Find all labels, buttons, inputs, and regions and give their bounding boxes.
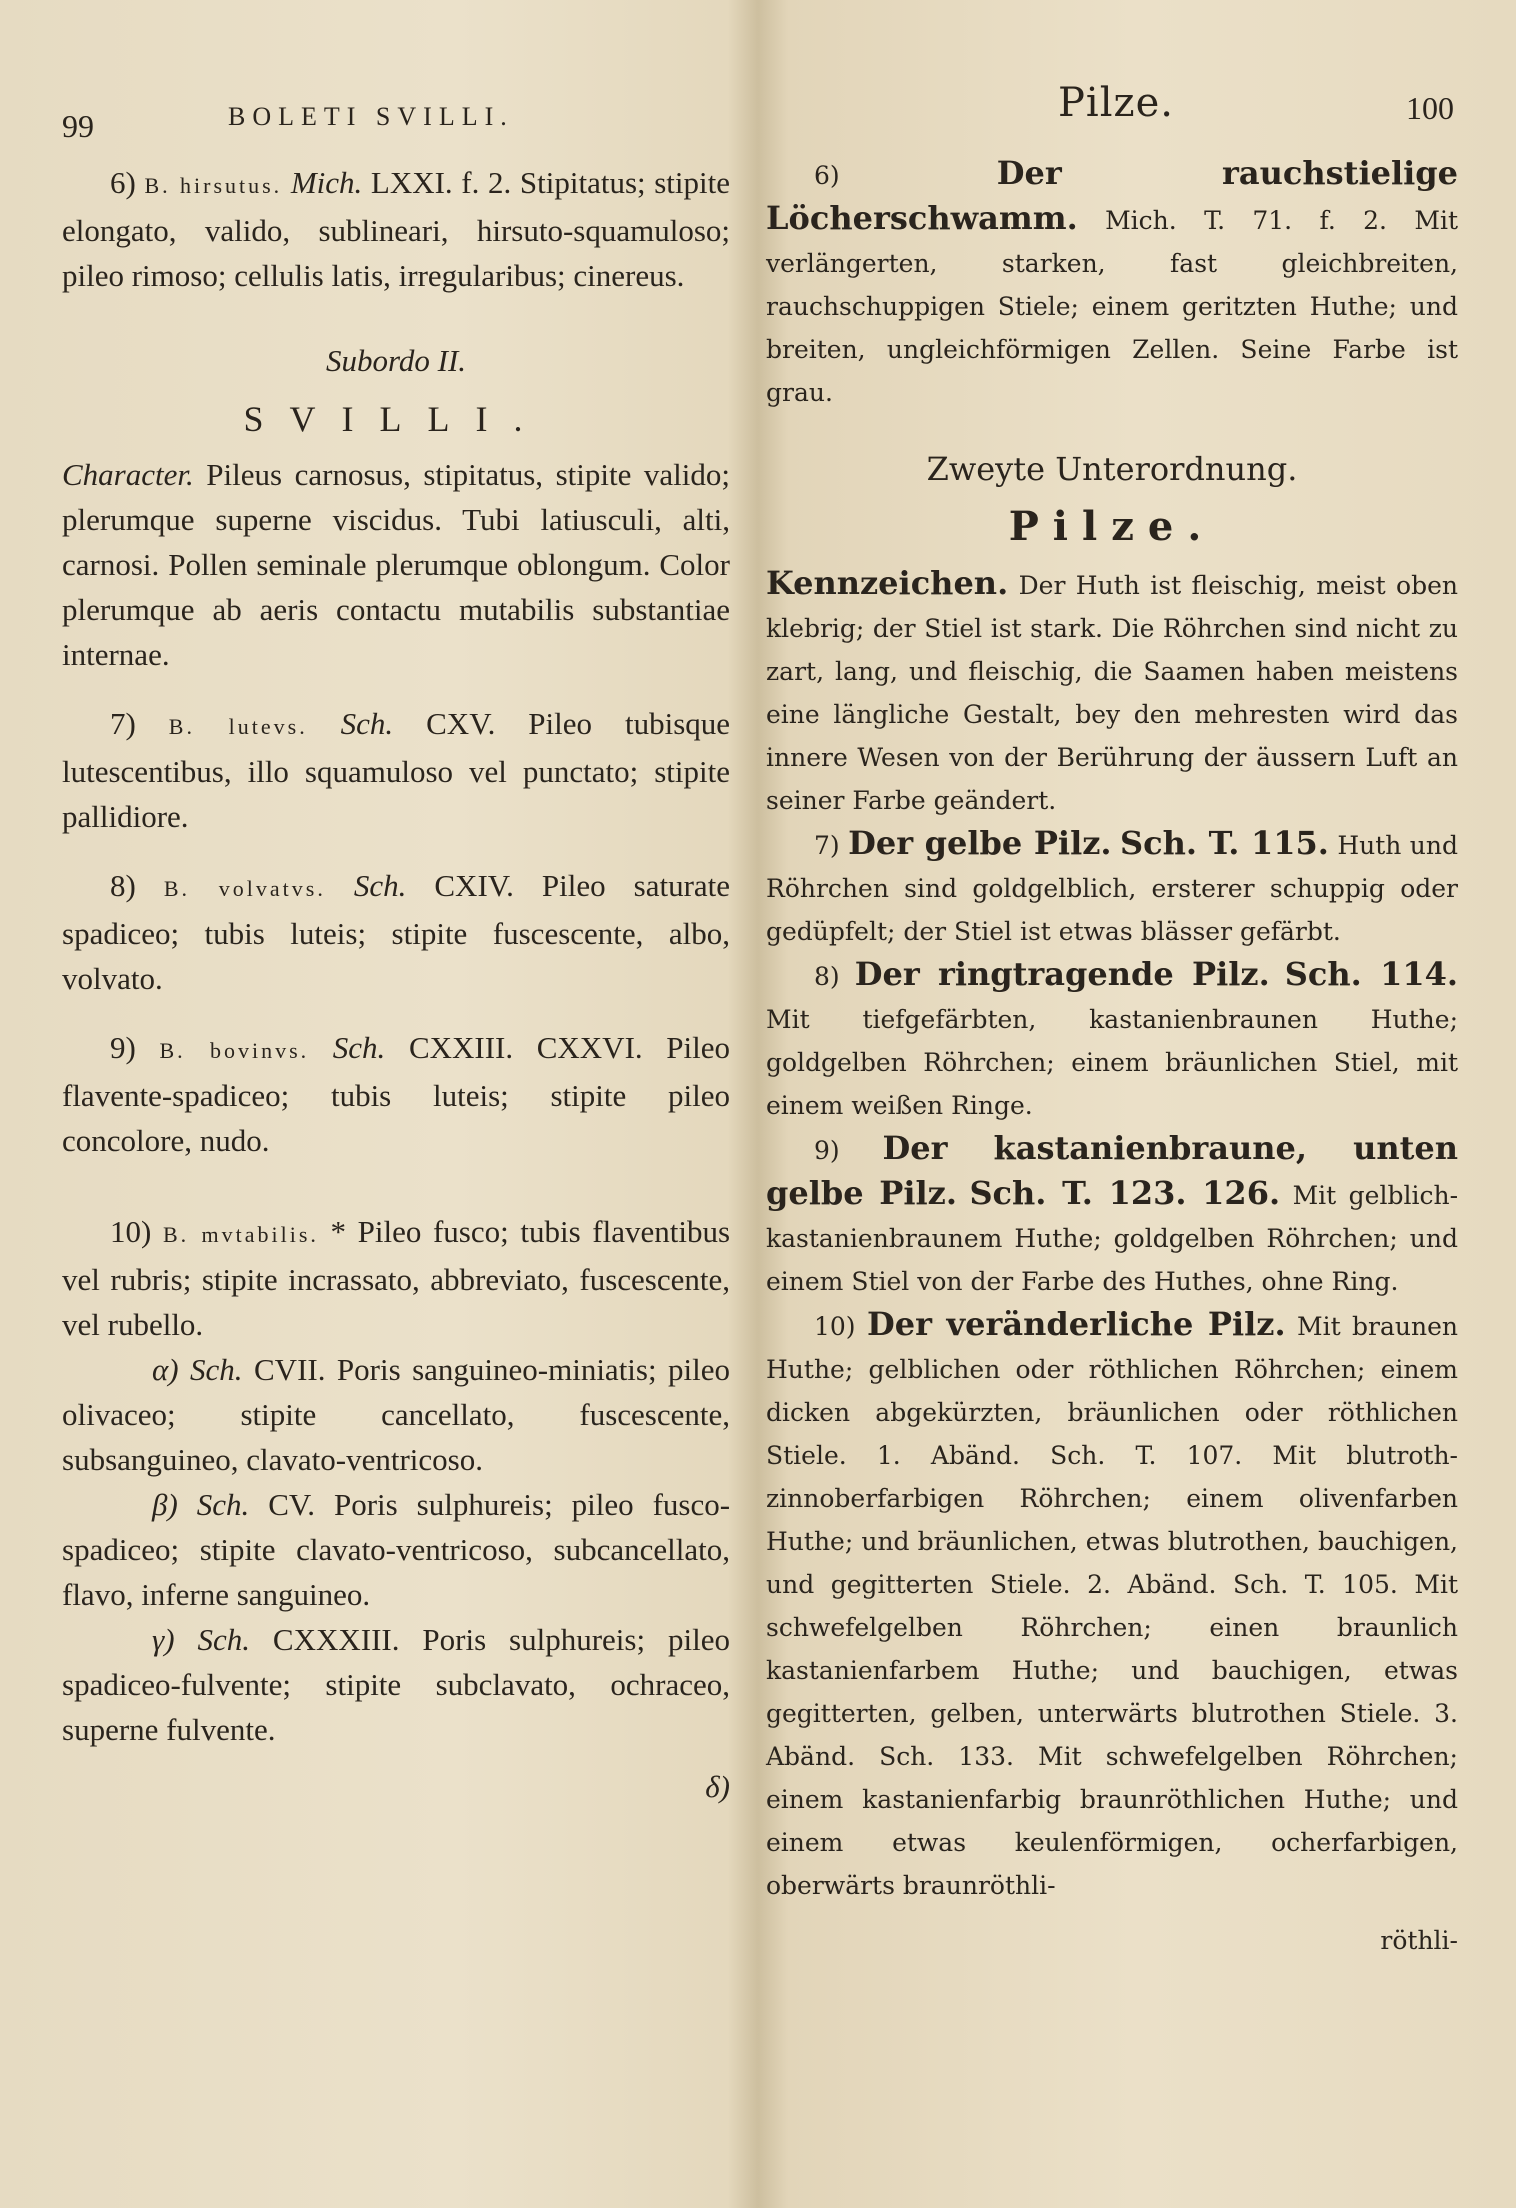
entry-number: 8) [110,868,136,903]
entry-description: Mit braunen Huthe; gelblichen oder röthlichen Röhrchen; einem dicken abgekürzten, bräunlichen oder röthlichen Stiele. 1. Abänd. Sch. T. 107. Mit blutroth-zinnoberfarbigen Röhrchen; einem olivenfarben Huthe; und bräunlichen, etwas blutrothen, bauchigen, und gegitterten Stiele. 2. Abänd. Sch. T. 105. Mit schwefelgelben Röhrchen; einen braunlich kastanienfarbem Huthe; und bauchigen, etwas gegitterten, gelben, unterwärts blutrothen Stiele. 3. Abänd. Sch. 133. Mit schwefelgelben Röhrchen; einem kastanienfarbig braunröthlichen Huthe; und einem etwas keulenförmigen, ocherfarbigen, oberwärts braunröthli- [766,1312,1459,1900]
entry-number: 10) [110,1214,152,1249]
right-running-title: Pilze. [1058,80,1174,126]
reference-plate: CXV. [426,706,496,741]
variety-label: α) [152,1352,179,1387]
left-running-head [0,88,748,148]
reference-author: Sch. [196,1487,250,1522]
entry-number: 7) [110,706,136,741]
entry-description: Stipitatus; stipite elongato, valido, sublineari, hirsuto-squamuloso; pileo rimoso; cellulis latis, irregularibus; cinereus. [62,165,731,293]
entry-6-latin [62,160,730,298]
character-label: Kennzeichen. [766,564,1009,602]
character-text: Pileus carnosus, stipitatus, stipite valido; plerumque superne viscidus. Tubi latiusculi, alti, carnosi. Pollen seminale plerumque oblongum. Color plerumque ab aeris contactu mutabilis substantiae internae. [62,457,730,672]
species-name: Der veränderliche Pilz. [866,1305,1286,1343]
entry-number: 6) [814,161,840,190]
right-page [758,0,1516,2208]
variety-label: β) [152,1487,178,1522]
reference: Sch. T. 115. [1119,824,1329,862]
species-name: Der gelbe Pilz. [848,824,1112,862]
reference-author: Sch. [332,1030,386,1065]
species-name: B. lutevs. [168,714,308,739]
entry-10-latin [62,1209,730,1347]
left-catchword: δ) [705,1769,730,1804]
reference-author: Sch. [353,868,407,903]
reference-plate: CV. [268,1487,316,1522]
entry-7-german [766,822,1458,953]
entry-description: Pileo saturate spadiceo; tubis luteis; stipite fuscescente, albo, volvato. [62,868,731,996]
left-running-title: BOLETI SVILLI. [228,102,514,131]
species-name: B. hirsutus. [144,173,283,198]
variety-alpha [62,1347,730,1482]
variety-label: γ) [152,1622,175,1657]
variety-beta [62,1482,730,1617]
entry-number: 9) [110,1030,136,1065]
family-heading: SVILLI. [243,399,549,439]
entry-number: 7) [814,831,840,860]
reference: Sch. T. 123. 126. [969,1174,1281,1212]
character-german [766,562,1458,822]
character-label: Character. [62,457,194,492]
reference-plate: CXXIII. CXXVI. [408,1030,643,1065]
reference: Sch. 114. [1284,955,1459,993]
entry-9-german [766,1127,1458,1303]
right-running-head [758,80,1516,148]
left-column [62,160,730,1809]
entry-number: 8) [814,962,840,991]
reference-plate: CXIV. [434,868,514,903]
variety-gamma [62,1617,730,1752]
variety-description: Poris sanguineo-miniatis; pileo olivaceo; stipite cancellato, fuscescente, subsanguineo, clavato-ventricoso. [62,1352,731,1477]
left-page [0,0,748,2208]
entry-8-german [766,953,1458,1127]
reference-author: Sch. [190,1352,243,1387]
family-heading-german: Pilze. [1008,503,1216,550]
entry-number: 10) [814,1312,856,1341]
species-name: B. bovinvs. [159,1038,310,1063]
character-text: Der Huth ist fleischig, meist oben klebrig; der Stiel ist stark. Die Röhrchen sind nicht zu zart, lang, und fleischig, die Saamen haben meistens eine längliche Gestalt, bey den mehresten wird das innere Wesen von der Berührung der äussern Luft an seiner Farbe geändert. [766,571,1458,815]
entry-9-latin [62,1025,730,1163]
entry-description: Huth und Röhrchen sind goldgelblich, ersterer schuppig oder gedüpfelt; der Stiel ist etwas blässer gefärbt. [766,831,1459,946]
entry-description: Pileo fusco; tubis flaventibus vel rubris; stipite incrassato, abbreviato, fuscescente, vel rubello. [62,1214,731,1342]
species-name: Der rauchstielige Löcherschwamm. [766,154,1459,237]
species-name: Der kastanienbraune, unten gelbe Pilz. [766,1129,1459,1212]
entry-description: Pileo flavente-spadiceo; tubis luteis; stipite pileo concolore, nudo. [62,1030,730,1158]
species-name: B. volvatvs. [163,876,326,901]
species-name: Der ringtragende Pilz. [854,955,1270,993]
reference-author: Sch. [340,706,394,741]
right-catchword: röthli- [1380,1926,1458,1955]
entry-number: 9) [814,1136,840,1165]
entry-6-german [766,152,1458,414]
reference-plate: LXXI. f. 2. [370,165,512,200]
entry-description: Mit tiefgefärbten, kastanienbraunen Huthe; goldgelben Röhrchen; einem bräunlichen Stiel, mit einem weißen Ringe. [766,1005,1458,1120]
variety-description: Poris sulphureis; pileo spadiceo-fulvente; stipite subclavato, ochraceo, superne fulvente. [62,1622,731,1747]
entry-10-german [766,1303,1458,1907]
entry-8-latin [62,863,730,1001]
reference-author: Sch. [197,1622,250,1657]
right-page-number: 100 [1406,90,1454,126]
entry-description: Mich. T. 71. f. 2. Mit verlängerten, starken, fast gleichbreiten, rauchschuppigen Stiele; einem geritzten Huthe; und breiten, ungleichförmigen Zellen. Seine Farbe ist grau. [766,206,1458,407]
left-page-number: 99 [62,108,94,144]
entry-description: Mit gelblich-kastanienbraunem Huthe; goldgelben Röhrchen; und einem Stiel von der Farbe des Huthes, ohne Ring. [766,1181,1459,1296]
reference-plate: CVII. [254,1352,326,1387]
entry-number: 6) [110,165,136,200]
reference-author: Mich. [290,165,363,200]
unterordnung-heading: Zweyte Unterordnung. [926,450,1298,488]
variety-description: Poris sulphureis; pileo fusco-spadiceo; stipite clavato-ventricoso, subcancellato, flavo, inferne sanguineo. [62,1487,731,1612]
character-latin [62,452,730,677]
entry-description: Pileo tubisque lutescentibus, illo squamuloso vel punctato; stipite pallidiore. [62,706,731,834]
new-species-mark: * [330,1214,347,1249]
right-column [766,152,1458,1962]
entry-7-latin [62,701,730,839]
reference-plate: CXXXIII. [272,1622,400,1657]
subordo-heading: Subordo II. [325,343,467,378]
species-name: B. mvtabilis. [162,1222,319,1247]
